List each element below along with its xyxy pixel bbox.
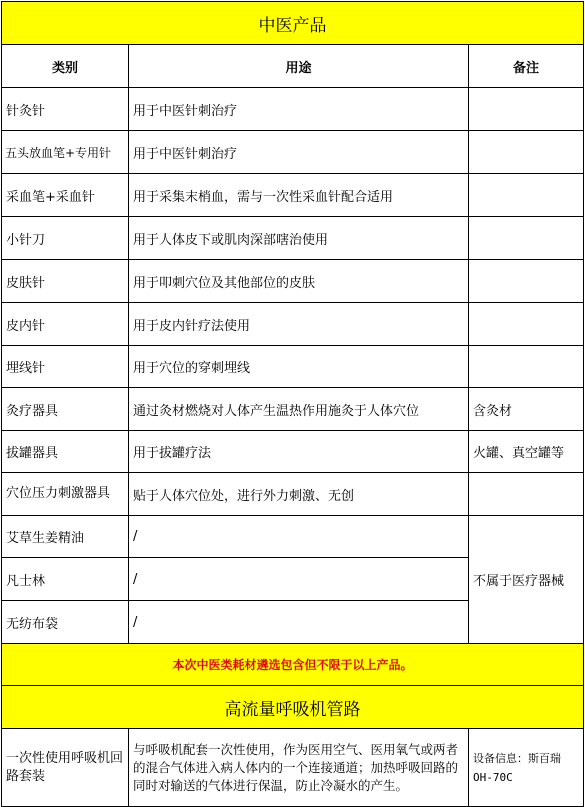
table-row [2,431,584,473]
remark-cell: 含灸材 [469,388,584,431]
selection-note: 本次中医类耗材遴选包含但不限于以上产品。 [2,644,584,686]
use-cell: / [129,558,469,601]
use-cell: 用于拔罐疗法 [129,431,469,473]
remark-cell: 火罐、真空罐等 [469,431,584,473]
table-row [2,174,584,217]
table-row [2,217,584,260]
category-cell: 小针刀 [2,217,129,260]
remark-cell [469,303,584,346]
table-row [2,473,584,516]
category-cell: 灸疗器具 [2,388,129,431]
header-remark: 备注 [469,45,584,88]
category-cell: 埋线针 [2,346,129,388]
use-cell: 用于中医针刺治疗 [129,88,469,131]
remark-cell [469,473,584,516]
table-row [2,131,584,174]
table-row [2,88,584,131]
use-cell: 与呼吸机配套一次性使用，作为医用空气、医用氧气或两者的混合气体进入病人体内的一个连接通道；加热呼吸回路的同时对输送的气体进行保温，防止冷凝水的产生。 [129,729,469,807]
use-cell: / [129,516,469,558]
category-cell: 采血笔+采血针 [2,174,129,217]
use-cell: 用于中医针刺治疗 [129,131,469,174]
header-use: 用途 [129,45,469,88]
use-cell: 用于皮内针疗法使用 [129,303,469,346]
remark-cell [469,346,584,388]
merged-remark-cell: 不属于医疗器械 [469,516,584,644]
use-cell: 用于人体皮下或肌肉深部嗐治使用 [129,217,469,260]
table-row [2,516,584,558]
remark-cell: 设备信息：斯百瑞OH-70C [469,729,584,807]
remark-cell [469,88,584,131]
use-cell: 用于采集末梢血，需与一次性采血针配合适用 [129,174,469,217]
category-cell: 皮内针 [2,303,129,346]
header-category: 类别 [2,45,129,88]
use-cell: 贴于人体穴位处，进行外力刺激、无创 [129,473,469,516]
table-row [2,260,584,303]
category-cell: 无纺布袋 [2,601,129,644]
category-cell: 凡士林 [2,558,129,601]
section-title-tcm: 中医产品 [2,2,584,45]
use-cell: / [129,601,469,644]
table-row [2,346,584,388]
category-cell: 针灸针 [2,88,129,131]
category-cell: 艾草生姜精油 [2,516,129,558]
use-cell: 用于穴位的穿刺埋线 [129,346,469,388]
category-cell: 皮肤针 [2,260,129,303]
category-cell: 穴位压力刺激器具 [2,473,129,516]
remark-cell [469,260,584,303]
table-row [2,729,584,807]
category-cell: 五头放血笔+专用针 [2,131,129,174]
remark-cell [469,174,584,217]
remark-cell [469,131,584,174]
category-cell: 拔罐器具 [2,431,129,473]
table-row [2,303,584,346]
category-cell: 一次性使用呼吸机回路套装 [2,729,129,807]
use-cell: 通过灸材燃烧对人体产生温热作用施灸于人体穴位 [129,388,469,431]
section-title-ventilator: 高流量呼吸机管路 [2,686,584,729]
product-table [1,1,584,807]
remark-cell [469,217,584,260]
use-cell: 用于叩刺穴位及其他部位的皮肤 [129,260,469,303]
table-row [2,388,584,431]
